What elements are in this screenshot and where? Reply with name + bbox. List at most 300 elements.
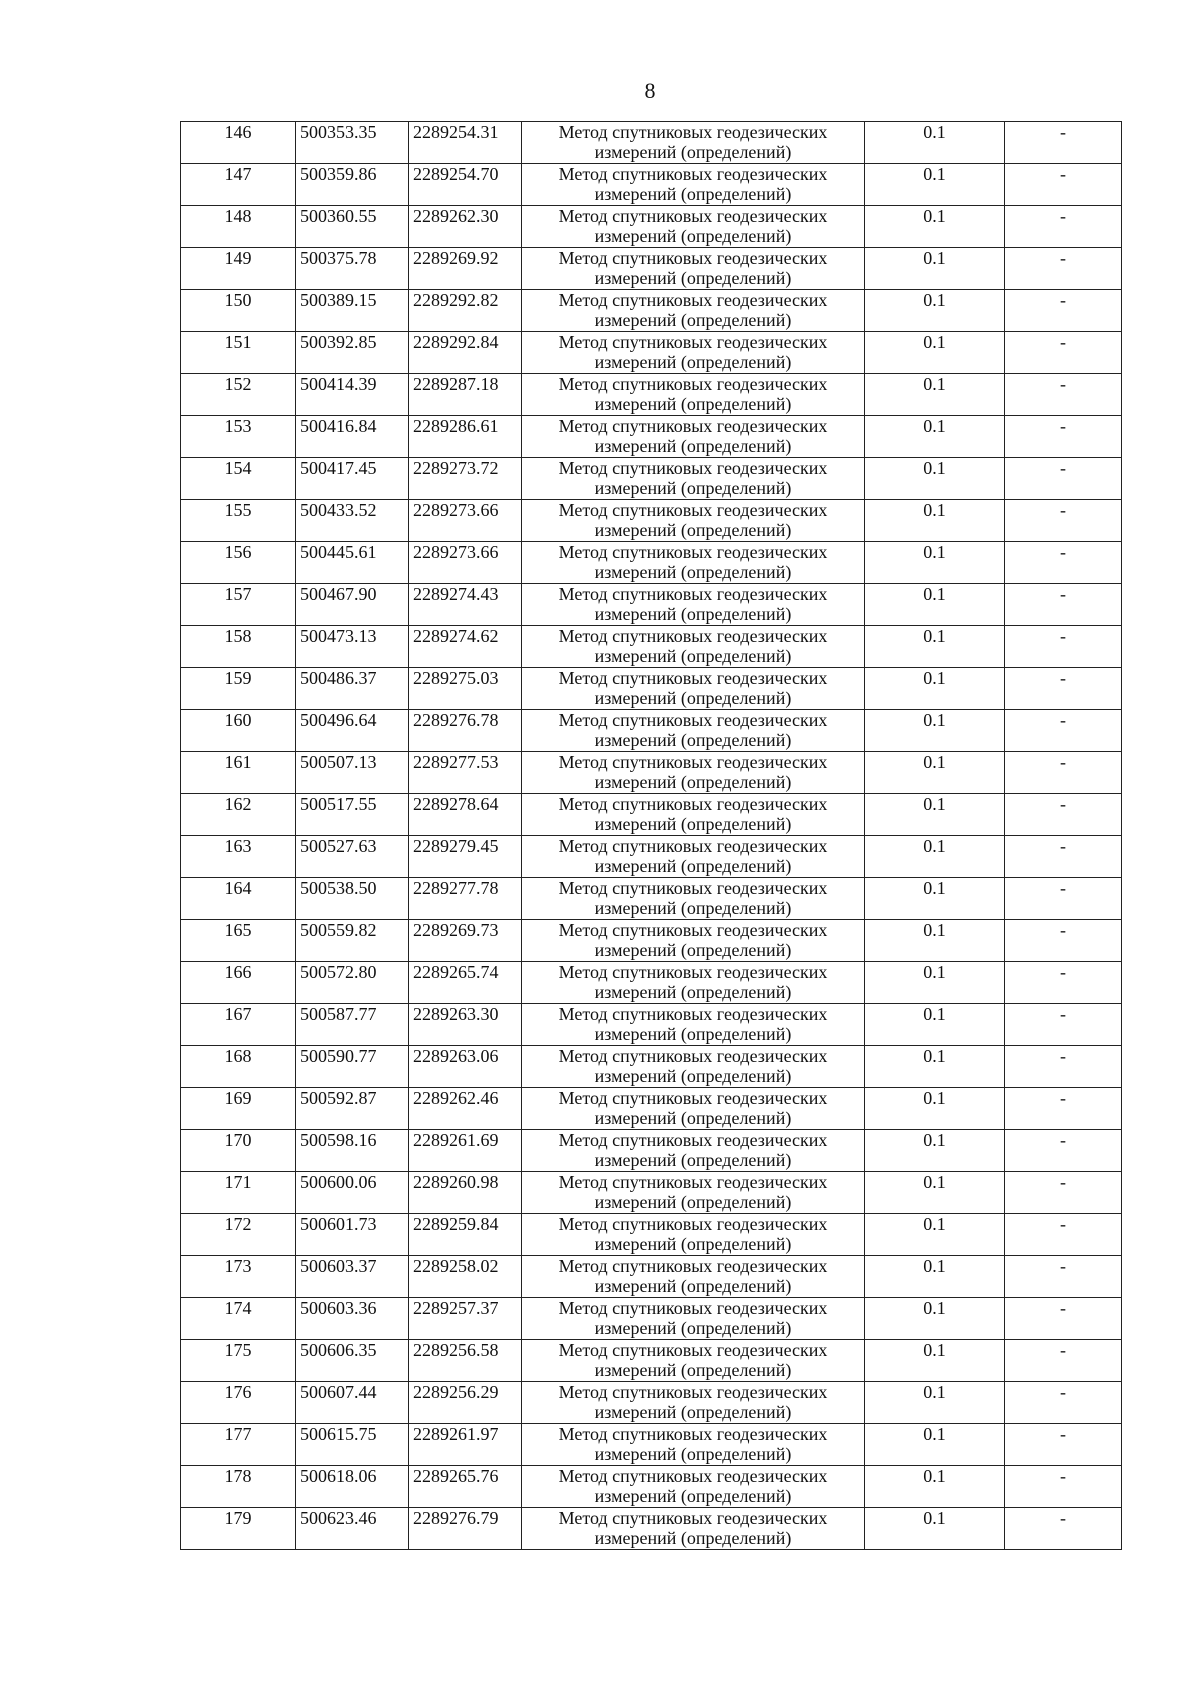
table-row	[181, 836, 1122, 878]
note-cell: -	[1005, 1382, 1122, 1424]
point-number-cell: 176	[181, 1382, 296, 1424]
table-row	[181, 1424, 1122, 1466]
note-cell: -	[1005, 878, 1122, 920]
method-line-2: измерений (определений)	[594, 1150, 792, 1170]
method-line-2: измерений (определений)	[594, 940, 792, 960]
accuracy-cell: 0.1	[865, 1340, 1005, 1382]
point-number-cell: 175	[181, 1340, 296, 1382]
y-coordinate-cell: 2289261.69	[409, 1130, 522, 1172]
note-cell: -	[1005, 1130, 1122, 1172]
table-row	[181, 920, 1122, 962]
method-line-1: Метод спутниковых геодезических	[558, 794, 828, 814]
method-cell	[522, 1508, 865, 1550]
point-number-cell: 169	[181, 1088, 296, 1130]
note-cell: -	[1005, 962, 1122, 1004]
x-coordinate-cell: 500392.85	[296, 332, 409, 374]
accuracy-cell: 0.1	[865, 1382, 1005, 1424]
method-line-2: измерений (определений)	[594, 268, 792, 288]
x-coordinate-cell: 500517.55	[296, 794, 409, 836]
note-cell: -	[1005, 458, 1122, 500]
note-cell: -	[1005, 836, 1122, 878]
accuracy-cell: 0.1	[865, 1508, 1005, 1550]
method-line-2: измерений (определений)	[594, 310, 792, 330]
accuracy-cell: 0.1	[865, 878, 1005, 920]
x-coordinate-cell: 500486.37	[296, 668, 409, 710]
y-coordinate-cell: 2289277.78	[409, 878, 522, 920]
y-coordinate-cell: 2289276.78	[409, 710, 522, 752]
note-cell: -	[1005, 710, 1122, 752]
y-coordinate-cell: 2289275.03	[409, 668, 522, 710]
table-row	[181, 584, 1122, 626]
y-coordinate-cell: 2289254.70	[409, 164, 522, 206]
page-number: 8	[644, 78, 656, 103]
point-number-cell: 168	[181, 1046, 296, 1088]
method-line-2: измерений (определений)	[594, 604, 792, 624]
method-cell	[522, 290, 865, 332]
method-line-2: измерений (определений)	[594, 562, 792, 582]
note-cell: -	[1005, 206, 1122, 248]
method-line-2: измерений (определений)	[594, 730, 792, 750]
y-coordinate-cell: 2289258.02	[409, 1256, 522, 1298]
method-line-2: измерений (определений)	[594, 1360, 792, 1380]
table-row	[181, 122, 1122, 164]
point-number-cell: 172	[181, 1214, 296, 1256]
method-line-2: измерений (определений)	[594, 646, 792, 666]
method-cell	[522, 584, 865, 626]
point-number-cell: 146	[181, 122, 296, 164]
accuracy-cell: 0.1	[865, 962, 1005, 1004]
x-coordinate-cell: 500353.35	[296, 122, 409, 164]
note-cell: -	[1005, 1214, 1122, 1256]
accuracy-cell: 0.1	[865, 164, 1005, 206]
method-cell	[522, 332, 865, 374]
point-number-cell: 167	[181, 1004, 296, 1046]
point-number-cell: 149	[181, 248, 296, 290]
table-row	[181, 794, 1122, 836]
accuracy-cell: 0.1	[865, 668, 1005, 710]
table-row	[181, 668, 1122, 710]
method-line-2: измерений (определений)	[594, 1192, 792, 1212]
note-cell: -	[1005, 1298, 1122, 1340]
point-number-cell: 177	[181, 1424, 296, 1466]
point-number-cell: 161	[181, 752, 296, 794]
method-line-2: измерений (определений)	[594, 184, 792, 204]
method-cell	[522, 1424, 865, 1466]
method-line-1: Метод спутниковых геодезических	[558, 332, 828, 352]
note-cell: -	[1005, 752, 1122, 794]
y-coordinate-cell: 2289292.84	[409, 332, 522, 374]
table-row	[181, 206, 1122, 248]
method-cell	[522, 206, 865, 248]
method-line-2: измерений (определений)	[594, 436, 792, 456]
accuracy-cell: 0.1	[865, 1046, 1005, 1088]
x-coordinate-cell: 500615.75	[296, 1424, 409, 1466]
method-line-2: измерений (определений)	[594, 898, 792, 918]
method-line-2: измерений (определений)	[594, 352, 792, 372]
method-line-1: Метод спутниковых геодезических	[558, 962, 828, 982]
x-coordinate-cell: 500603.36	[296, 1298, 409, 1340]
x-coordinate-cell: 500623.46	[296, 1508, 409, 1550]
accuracy-cell: 0.1	[865, 1172, 1005, 1214]
x-coordinate-cell: 500433.52	[296, 500, 409, 542]
point-number-cell: 178	[181, 1466, 296, 1508]
method-line-2: измерений (определений)	[594, 1234, 792, 1254]
method-cell	[522, 626, 865, 668]
note-cell: -	[1005, 668, 1122, 710]
y-coordinate-cell: 2289273.66	[409, 542, 522, 584]
y-coordinate-cell: 2289292.82	[409, 290, 522, 332]
y-coordinate-cell: 2289260.98	[409, 1172, 522, 1214]
table-row	[181, 1130, 1122, 1172]
accuracy-cell: 0.1	[865, 290, 1005, 332]
method-line-1: Метод спутниковых геодезических	[558, 1298, 828, 1318]
method-line-1: Метод спутниковых геодезических	[558, 752, 828, 772]
method-line-1: Метод спутниковых геодезических	[558, 1424, 828, 1444]
point-number-cell: 155	[181, 500, 296, 542]
y-coordinate-cell: 2289265.74	[409, 962, 522, 1004]
point-number-cell: 160	[181, 710, 296, 752]
table-row	[181, 374, 1122, 416]
method-line-1: Метод спутниковых геодезических	[558, 1256, 828, 1276]
accuracy-cell: 0.1	[865, 1130, 1005, 1172]
method-line-1: Метод спутниковых геодезических	[558, 1088, 828, 1108]
accuracy-cell: 0.1	[865, 626, 1005, 668]
table-row	[181, 1172, 1122, 1214]
x-coordinate-cell: 500507.13	[296, 752, 409, 794]
accuracy-cell: 0.1	[865, 794, 1005, 836]
point-number-cell: 171	[181, 1172, 296, 1214]
note-cell: -	[1005, 290, 1122, 332]
table-row	[181, 752, 1122, 794]
method-line-1: Метод спутниковых геодезических	[558, 122, 828, 142]
y-coordinate-cell: 2289256.58	[409, 1340, 522, 1382]
table-row	[181, 248, 1122, 290]
y-coordinate-cell: 2289259.84	[409, 1214, 522, 1256]
accuracy-cell: 0.1	[865, 584, 1005, 626]
method-cell	[522, 458, 865, 500]
method-line-1: Метод спутниковых геодезических	[558, 1340, 828, 1360]
x-coordinate-cell: 500389.15	[296, 290, 409, 332]
table-row	[181, 1466, 1122, 1508]
x-coordinate-cell: 500416.84	[296, 416, 409, 458]
method-line-2: измерений (определений)	[594, 814, 792, 834]
method-line-2: измерений (определений)	[594, 478, 792, 498]
method-line-2: измерений (определений)	[594, 520, 792, 540]
accuracy-cell: 0.1	[865, 1088, 1005, 1130]
table-row	[181, 290, 1122, 332]
point-number-cell: 159	[181, 668, 296, 710]
method-cell	[522, 1382, 865, 1424]
method-cell	[522, 1088, 865, 1130]
y-coordinate-cell: 2289256.29	[409, 1382, 522, 1424]
accuracy-cell: 0.1	[865, 1424, 1005, 1466]
point-number-cell: 170	[181, 1130, 296, 1172]
method-cell	[522, 1130, 865, 1172]
accuracy-cell: 0.1	[865, 1004, 1005, 1046]
point-number-cell: 156	[181, 542, 296, 584]
note-cell: -	[1005, 1004, 1122, 1046]
accuracy-cell: 0.1	[865, 122, 1005, 164]
table-row	[181, 1340, 1122, 1382]
method-line-2: измерений (определений)	[594, 1024, 792, 1044]
method-cell	[522, 1046, 865, 1088]
x-coordinate-cell: 500496.64	[296, 710, 409, 752]
method-line-1: Метод спутниковых геодезических	[558, 206, 828, 226]
x-coordinate-cell: 500445.61	[296, 542, 409, 584]
note-cell: -	[1005, 794, 1122, 836]
point-number-cell: 147	[181, 164, 296, 206]
table-row	[181, 1004, 1122, 1046]
point-number-cell: 164	[181, 878, 296, 920]
accuracy-cell: 0.1	[865, 1214, 1005, 1256]
y-coordinate-cell: 2289263.06	[409, 1046, 522, 1088]
method-cell	[522, 1340, 865, 1382]
table-row	[181, 416, 1122, 458]
method-line-1: Метод спутниковых геодезических	[558, 248, 828, 268]
note-cell: -	[1005, 1508, 1122, 1550]
method-cell	[522, 794, 865, 836]
x-coordinate-cell: 500375.78	[296, 248, 409, 290]
x-coordinate-cell: 500592.87	[296, 1088, 409, 1130]
note-cell: -	[1005, 248, 1122, 290]
method-line-1: Метод спутниковых геодезических	[558, 500, 828, 520]
note-cell: -	[1005, 332, 1122, 374]
table-row	[181, 332, 1122, 374]
y-coordinate-cell: 2289276.79	[409, 1508, 522, 1550]
note-cell: -	[1005, 122, 1122, 164]
point-number-cell: 173	[181, 1256, 296, 1298]
method-line-1: Метод спутниковых геодезических	[558, 1466, 828, 1486]
accuracy-cell: 0.1	[865, 1256, 1005, 1298]
method-cell	[522, 710, 865, 752]
point-number-cell: 174	[181, 1298, 296, 1340]
method-cell	[522, 668, 865, 710]
method-cell	[522, 1172, 865, 1214]
x-coordinate-cell: 500538.50	[296, 878, 409, 920]
y-coordinate-cell: 2289286.61	[409, 416, 522, 458]
method-line-1: Метод спутниковых геодезических	[558, 1508, 828, 1528]
method-line-1: Метод спутниковых геодезических	[558, 920, 828, 940]
method-cell	[522, 1004, 865, 1046]
x-coordinate-cell: 500360.55	[296, 206, 409, 248]
y-coordinate-cell: 2289274.43	[409, 584, 522, 626]
method-cell	[522, 248, 865, 290]
point-number-cell: 151	[181, 332, 296, 374]
point-number-cell: 163	[181, 836, 296, 878]
note-cell: -	[1005, 920, 1122, 962]
y-coordinate-cell: 2289261.97	[409, 1424, 522, 1466]
point-number-cell: 157	[181, 584, 296, 626]
x-coordinate-cell: 500467.90	[296, 584, 409, 626]
method-cell	[522, 1466, 865, 1508]
x-coordinate-cell: 500572.80	[296, 962, 409, 1004]
accuracy-cell: 0.1	[865, 542, 1005, 584]
point-number-cell: 158	[181, 626, 296, 668]
point-number-cell: 165	[181, 920, 296, 962]
y-coordinate-cell: 2289269.73	[409, 920, 522, 962]
note-cell: -	[1005, 374, 1122, 416]
x-coordinate-cell: 500600.06	[296, 1172, 409, 1214]
point-number-cell: 152	[181, 374, 296, 416]
note-cell: -	[1005, 1088, 1122, 1130]
method-line-2: измерений (определений)	[594, 394, 792, 414]
y-coordinate-cell: 2289287.18	[409, 374, 522, 416]
method-line-2: измерений (определений)	[594, 1318, 792, 1338]
method-line-2: измерений (определений)	[594, 226, 792, 246]
table-row	[181, 1508, 1122, 1550]
y-coordinate-cell: 2289273.72	[409, 458, 522, 500]
note-cell: -	[1005, 164, 1122, 206]
method-cell	[522, 164, 865, 206]
method-line-2: измерений (определений)	[594, 1066, 792, 1086]
table-row	[181, 1298, 1122, 1340]
coordinates-table-body	[181, 122, 1122, 1550]
method-cell	[522, 752, 865, 794]
accuracy-cell: 0.1	[865, 332, 1005, 374]
accuracy-cell: 0.1	[865, 374, 1005, 416]
y-coordinate-cell: 2289262.46	[409, 1088, 522, 1130]
method-line-2: измерений (определений)	[594, 142, 792, 162]
accuracy-cell: 0.1	[865, 458, 1005, 500]
method-cell	[522, 416, 865, 458]
table-row	[181, 962, 1122, 1004]
x-coordinate-cell: 500606.35	[296, 1340, 409, 1382]
method-line-1: Метод спутниковых геодезических	[558, 416, 828, 436]
method-line-1: Метод спутниковых геодезических	[558, 668, 828, 688]
note-cell: -	[1005, 1046, 1122, 1088]
y-coordinate-cell: 2289254.31	[409, 122, 522, 164]
point-number-cell: 153	[181, 416, 296, 458]
y-coordinate-cell: 2289273.66	[409, 500, 522, 542]
y-coordinate-cell: 2289263.30	[409, 1004, 522, 1046]
x-coordinate-cell: 500590.77	[296, 1046, 409, 1088]
method-line-1: Метод спутниковых геодезических	[558, 164, 828, 184]
table-row	[181, 1256, 1122, 1298]
point-number-cell: 179	[181, 1508, 296, 1550]
method-line-1: Метод спутниковых геодезических	[558, 542, 828, 562]
table-row	[181, 626, 1122, 668]
table-row	[181, 542, 1122, 584]
x-coordinate-cell: 500618.06	[296, 1466, 409, 1508]
method-line-2: измерений (определений)	[594, 1444, 792, 1464]
method-line-1: Метод спутниковых геодезических	[558, 626, 828, 646]
method-line-2: измерений (определений)	[594, 1486, 792, 1506]
method-line-1: Метод спутниковых геодезических	[558, 1046, 828, 1066]
point-number-cell: 162	[181, 794, 296, 836]
table-row	[181, 458, 1122, 500]
point-number-cell: 148	[181, 206, 296, 248]
x-coordinate-cell: 500603.37	[296, 1256, 409, 1298]
method-line-1: Метод спутниковых геодезических	[558, 878, 828, 898]
y-coordinate-cell: 2289262.30	[409, 206, 522, 248]
method-line-2: измерений (определений)	[594, 688, 792, 708]
y-coordinate-cell: 2289278.64	[409, 794, 522, 836]
method-line-1: Метод спутниковых геодезических	[558, 584, 828, 604]
method-line-1: Метод спутниковых геодезических	[558, 1130, 828, 1150]
method-line-1: Метод спутниковых геодезических	[558, 290, 828, 310]
y-coordinate-cell: 2289279.45	[409, 836, 522, 878]
method-line-1: Метод спутниковых геодезических	[558, 1004, 828, 1024]
x-coordinate-cell: 500527.63	[296, 836, 409, 878]
table-row	[181, 1046, 1122, 1088]
method-line-1: Метод спутниковых геодезических	[558, 374, 828, 394]
accuracy-cell: 0.1	[865, 836, 1005, 878]
note-cell: -	[1005, 1340, 1122, 1382]
accuracy-cell: 0.1	[865, 248, 1005, 290]
method-cell	[522, 878, 865, 920]
method-line-2: измерений (определений)	[594, 1108, 792, 1128]
table-row	[181, 500, 1122, 542]
table-row	[181, 164, 1122, 206]
note-cell: -	[1005, 1256, 1122, 1298]
accuracy-cell: 0.1	[865, 710, 1005, 752]
table-row	[181, 710, 1122, 752]
table-row	[181, 878, 1122, 920]
x-coordinate-cell: 500607.44	[296, 1382, 409, 1424]
note-cell: -	[1005, 1172, 1122, 1214]
method-cell	[522, 962, 865, 1004]
table-row	[181, 1382, 1122, 1424]
method-cell	[522, 1298, 865, 1340]
y-coordinate-cell: 2289265.76	[409, 1466, 522, 1508]
method-cell	[522, 920, 865, 962]
method-line-2: измерений (определений)	[594, 982, 792, 1002]
point-number-cell: 154	[181, 458, 296, 500]
method-line-1: Метод спутниковых геодезических	[558, 1382, 828, 1402]
method-cell	[522, 500, 865, 542]
x-coordinate-cell: 500359.86	[296, 164, 409, 206]
y-coordinate-cell: 2289277.53	[409, 752, 522, 794]
method-line-1: Метод спутниковых геодезических	[558, 836, 828, 856]
x-coordinate-cell: 500598.16	[296, 1130, 409, 1172]
accuracy-cell: 0.1	[865, 1466, 1005, 1508]
y-coordinate-cell: 2289269.92	[409, 248, 522, 290]
method-cell	[522, 836, 865, 878]
note-cell: -	[1005, 542, 1122, 584]
accuracy-cell: 0.1	[865, 416, 1005, 458]
x-coordinate-cell: 500587.77	[296, 1004, 409, 1046]
note-cell: -	[1005, 1424, 1122, 1466]
y-coordinate-cell: 2289257.37	[409, 1298, 522, 1340]
method-cell	[522, 122, 865, 164]
method-line-1: Метод спутниковых геодезических	[558, 1214, 828, 1234]
accuracy-cell: 0.1	[865, 500, 1005, 542]
table-row	[181, 1214, 1122, 1256]
accuracy-cell: 0.1	[865, 206, 1005, 248]
method-line-2: измерений (определений)	[594, 1402, 792, 1422]
x-coordinate-cell: 500473.13	[296, 626, 409, 668]
x-coordinate-cell: 500414.39	[296, 374, 409, 416]
method-line-2: измерений (определений)	[594, 1276, 792, 1296]
method-line-1: Метод спутниковых геодезических	[558, 710, 828, 730]
x-coordinate-cell: 500559.82	[296, 920, 409, 962]
method-cell	[522, 374, 865, 416]
note-cell: -	[1005, 626, 1122, 668]
y-coordinate-cell: 2289274.62	[409, 626, 522, 668]
method-line-1: Метод спутниковых геодезических	[558, 1172, 828, 1192]
method-cell	[522, 542, 865, 584]
point-number-cell: 166	[181, 962, 296, 1004]
point-number-cell: 150	[181, 290, 296, 332]
coordinates-table	[180, 121, 1122, 1550]
x-coordinate-cell: 500417.45	[296, 458, 409, 500]
note-cell: -	[1005, 416, 1122, 458]
method-line-2: измерений (определений)	[594, 1528, 792, 1548]
note-cell: -	[1005, 1466, 1122, 1508]
method-cell	[522, 1214, 865, 1256]
accuracy-cell: 0.1	[865, 1298, 1005, 1340]
note-cell: -	[1005, 500, 1122, 542]
